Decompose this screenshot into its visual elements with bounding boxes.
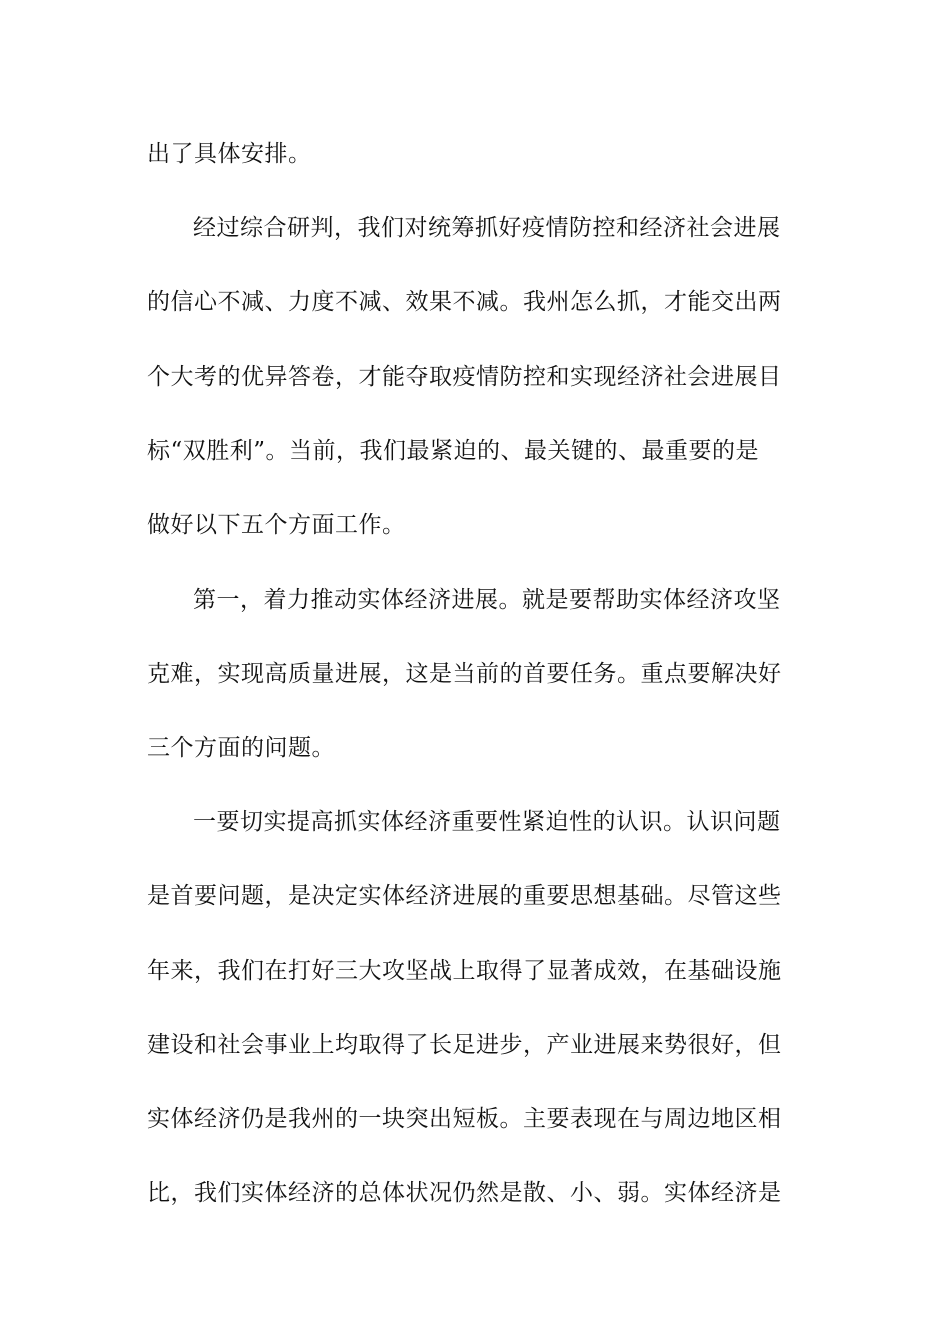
text-line: 标“双胜利”。当前，我们最紧迫的、最关键的、最重要的是 xyxy=(147,438,760,464)
paragraph-first-line: 经过综合研判，我们对统筹抓好疫情防控和经济社会进展 xyxy=(193,215,781,241)
paragraph-first-line: 第一，着力推动实体经济进展。就是要帮助实体经济攻坚 xyxy=(193,587,781,613)
text-line: 三个方面的问题。 xyxy=(147,735,335,761)
text-line: 出了具体安排。 xyxy=(147,141,312,167)
text-line: 的信心不减、力度不减、效果不减。我州怎么抓，才能交出两 xyxy=(147,289,782,315)
paragraph-first-line: 一要切实提高抓实体经济重要性紧迫性的认识。认识问题 xyxy=(193,809,781,835)
text-line: 克难，实现高质量进展，这是当前的首要任务。重点要解决好 xyxy=(147,661,782,687)
text-line: 个大考的优异答卷，才能夺取疫情防控和实现经济社会进展目 xyxy=(147,364,782,390)
text-line: 实体经济仍是我州的一块突出短板。主要表现在与周边地区相 xyxy=(147,1106,782,1132)
text-line: 做好以下五个方面工作。 xyxy=(147,512,406,538)
text-line: 比，我们实体经济的总体状况仍然是散、小、弱。实体经济是 xyxy=(147,1180,782,1206)
text-line: 是首要问题，是决定实体经济进展的重要思想基础。尽管这些 xyxy=(147,883,782,909)
text-line: 年来，我们在打好三大攻坚战上取得了显著成效，在基础设施 xyxy=(147,958,782,984)
text-line: 建设和社会事业上均取得了长足进步，产业进展来势很好，但 xyxy=(147,1032,782,1058)
